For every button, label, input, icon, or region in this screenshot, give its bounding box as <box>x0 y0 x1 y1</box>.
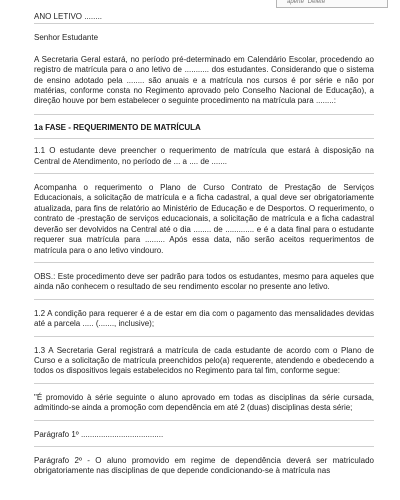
paragraph-1-3: 1.3 A Secretaria Geral registrará a matrícula de cada estudante de acordo com o Plano de Curso e a solicitação de matrícula preenchidos pelo(a) requerente, atendendo e obedecendo a todos os dispositivos legais estabelecidos no Regimento para tal fim, conforme segue: <box>34 345 374 376</box>
delete-hint: aperte "Delete" <box>276 0 388 8</box>
paragrafo-1: Parágrafo 1º ..................................... <box>34 429 164 439</box>
paragraph-1-2: 1.2 A condição para requerer é a de estar em dia com o pagamento das mensalidades devidas até a parcela ..... (......., inclusive); <box>34 308 374 329</box>
paragraph-acompanha: Acompanha o requerimento o Plano de Curso Contrato de Prestação de Serviços Educacionais, a solicitação de matrícula e a ficha cadastral, a qual deve ser obrigatoriamente atualizada, para fins de relatório ao Ministério de Educação e de Desportos. O requerimento, o contrato de -prestação de serviços educacionais, a solicitação de matrícula e a ficha cadastral deverão ser devolvidos na Central até o dia ........ de ............. e é a data final para o estudante requerer sua matrícula para ......... Após essa data, não serão aceitos requerimentos de matrícula para o ano letivo vindouro. <box>34 183 374 255</box>
ano-letivo-line: ANO LETIVO ........ <box>34 12 103 21</box>
paragraph-1-1: 1.1 O estudante deve preencher o requerimento de matrícula que estará à disposição na Central de Atendimento, no período de ... a .... de ....... <box>34 146 374 166</box>
fase1-heading: 1a FASE - REQUERIMENTO DE MATRÍCULA <box>34 122 201 132</box>
salutation: Senhor Estudante <box>34 33 99 43</box>
intro-paragraph: A Secretaria Geral estará, no período pré-determinado em Calendário Escolar, procedendo ao registro de matrícula para o ano letivo de ........... dos estudantes. Considerando que o sistema de ensino adotado pela ........ são anuais e a matrícula nos cursos é por série e não por matérias, conforme consta no Regimento aprovado pelo Conselho Nacional de Educação), a direção houve por bem estabelecer o seguinte procedimento na matrícula para ........: <box>34 54 374 106</box>
document-body <box>34 12 374 477</box>
paragrafo-2: Parágrafo 2º - O aluno promovido em regime de dependência deverá ser matriculado obrigatoriamente nas disciplinas de que depende condicionando-se à matrícula nas <box>34 455 374 476</box>
obs-paragraph: OBS.: Este procedimento deve ser padrão para todos os estudantes, mesmo para aqueles que ainda não conhecem o resultado de seu rendimento escolar no presente ano letivo. <box>34 271 374 292</box>
quote-paragraph: "É promovido à série seguinte o aluno aprovado em todas as disciplinas da série cursada, admitindo-se ainda a promoção com dependência em até 2 (duas) disciplinas desta série; <box>34 392 374 413</box>
